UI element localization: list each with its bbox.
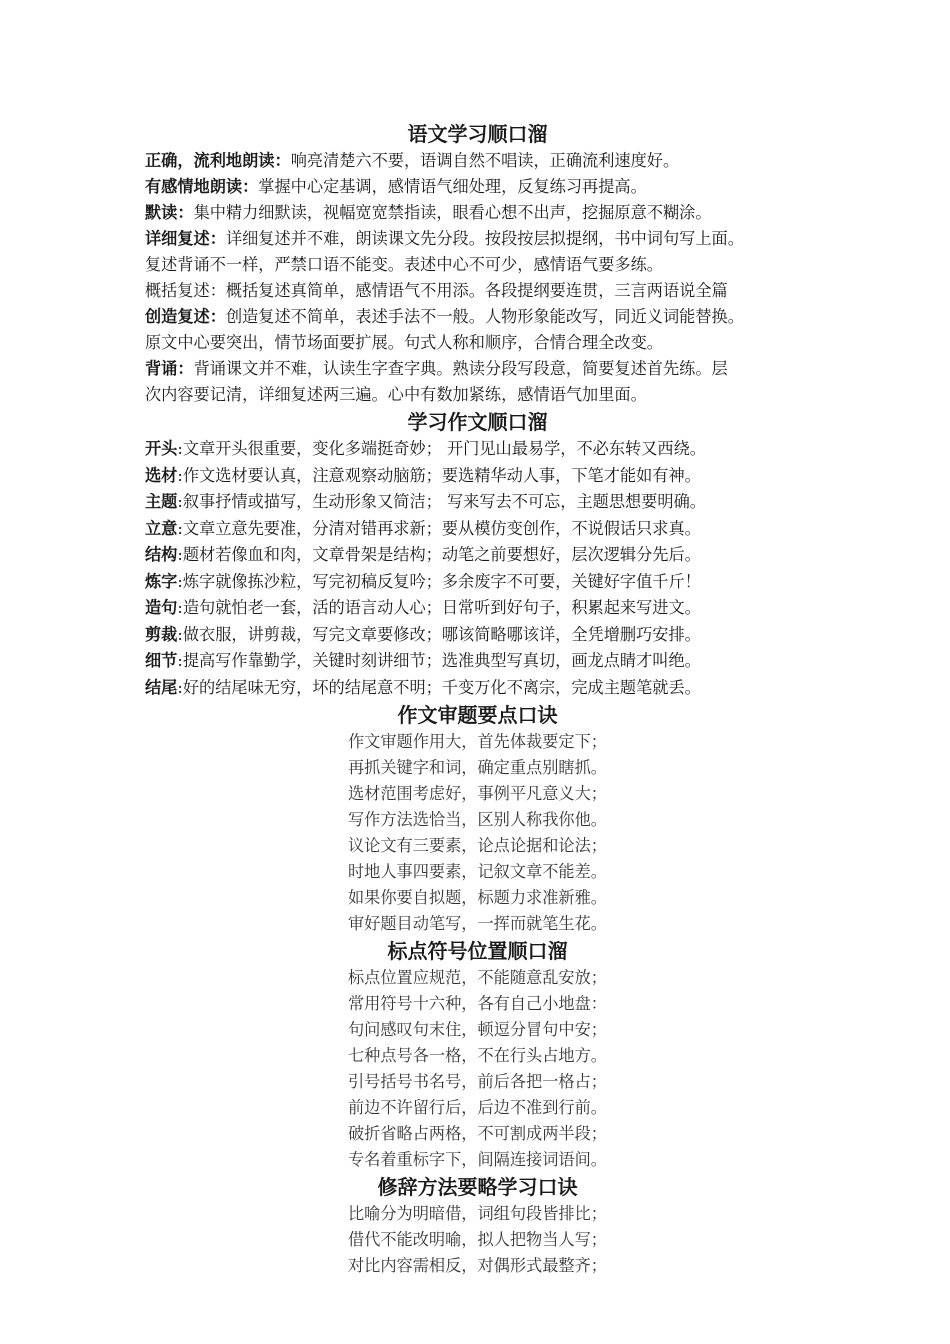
line-text: :题材若像血和肉，文章骨架是结构；动笔之前要想好，层次逻辑分先后。 [177, 545, 701, 564]
verse-line: 标点位置应规范，不能随意乱安放； [348, 968, 607, 987]
document-page [145, 120, 810, 1279]
verse-line: 再抓关键字和词，确定重点别瞎抓。 [348, 758, 607, 777]
line-text: :造句就怕老一套，活的语言动人心；日常听到好句子，积累起来写进文。 [177, 598, 701, 617]
line-text: 背诵课文并不难，认读生字查字典。熟读分段写段意，简要复述首先练。层 [193, 359, 728, 378]
verse-line: 七种点号各一格，不在行头占地方。 [348, 1046, 607, 1065]
verse-line: 写作方法选恰当，区别人称我你他。 [348, 810, 607, 829]
line-keyword: 炼字 [145, 571, 178, 591]
line-keyword: 选材 [145, 465, 178, 485]
line-keyword: 立意 [145, 518, 178, 538]
line-text: 响亮清楚六不要，语调自然不唱读，正确流利速度好。 [290, 151, 680, 170]
text-line [145, 226, 810, 252]
section-body [145, 729, 810, 937]
line-text: 详细复述并不难，朗读课文先分段。按段按层拟提纲，书中词句写上面。 [225, 229, 744, 248]
verse-line: 借代不能改明喻，拟人把物当人写； [348, 1230, 607, 1249]
line-keyword: 背诵： [145, 359, 194, 378]
section-body [145, 436, 810, 701]
section-rhetoric [145, 1173, 810, 1279]
line-text: :做衣服，讲剪裁，写完文章要修改；哪该简略哪该详，全凭增删巧安排。 [177, 624, 701, 644]
verse-line: 前边不许留行后，后边不准到行前。 [348, 1098, 607, 1117]
line-keyword: 造句 [145, 598, 178, 617]
verse-line: 作文审题作用大，首先体裁要定下； [348, 732, 607, 751]
line-keyword: 细节 [145, 651, 178, 670]
line-keyword: 创造复述： [145, 307, 226, 326]
section-topic-review [145, 701, 810, 937]
line-text: :文章开头很重要，变化多端挺奇妙； 开门见山最易学，不必东转又西绕。 [177, 439, 706, 458]
verse-line: 时地人事四要素，记叙文章不能差。 [348, 862, 607, 881]
text-line [145, 542, 810, 569]
line-text: 次内容要记清，详细复述两三遍。心中有数加紧练，感情语气加里面。 [145, 385, 647, 404]
verse-line: 比喻分为明暗借，词组句段皆排比； [348, 1204, 607, 1223]
section-body [145, 1201, 810, 1279]
text-line [145, 252, 810, 278]
verse-line: 选材范围考虑好，事例平凡意义大； [348, 784, 607, 803]
line-text: :叙事抒情或描写，生动形象又简洁； 写来写去不可忘，主题思想要明确。 [177, 492, 706, 511]
line-text: 掌握中心定基调，感情语气细处理，反复练习再提高。 [258, 177, 647, 196]
verse-line: 对比内容需相反，对偶形式最整齐； [348, 1256, 607, 1275]
line-keyword: 剪裁 [145, 624, 178, 644]
line-text: 概括复述：概括复述真简单，感情语气不用添。各段提纲要连贯，三言两语说全篇 [145, 281, 728, 300]
text-line [145, 148, 810, 174]
section-title: 标点符号位置顺口溜 [387, 939, 568, 963]
verse-line: 审好题目动笔写，一挥而就笔生花。 [348, 914, 607, 933]
section-title: 作文审题要点口诀 [397, 703, 558, 727]
line-keyword: 结尾 [145, 677, 178, 697]
verse-line: 破折省略占两格，不可割成两半段； [348, 1124, 607, 1143]
text-line [145, 569, 810, 596]
text-line [145, 356, 810, 382]
verse-line: 句问感叹句末住，顿逗分冒句中安； [348, 1020, 607, 1039]
text-line [145, 174, 810, 200]
line-keyword: 正确，流利地朗读： [145, 151, 291, 170]
verse-line: 常用符号十六种，各有自己小地盘： [348, 994, 607, 1013]
verse-line: 如果你要自拟题，标题力求准新雅。 [348, 888, 607, 907]
line-text: :作文选材要认真，注意观察动脑筋；要选精华动人事，下笔才能如有神。 [177, 465, 701, 485]
line-text: 集中精力细默读，视幅宽宽禁指读，眼看心想不出声，挖掘原意不糊涂。 [193, 203, 712, 222]
text-line [145, 330, 810, 356]
line-keyword: 详细复述： [145, 229, 226, 248]
line-keyword: 有感情地朗读： [145, 177, 259, 196]
section-chinese-study [145, 120, 810, 408]
line-text: :文章立意先要准，分清对错再求新；要从模仿变创作，不说假话只求真。 [177, 518, 701, 538]
line-text: 创造复述不简单，表述手法不一般。人物形象能改写，同近义词能替换。 [225, 307, 744, 326]
verse-line: 议论文有三要素，论点论据和论法； [348, 836, 607, 855]
text-line [145, 675, 810, 702]
section-body [145, 965, 810, 1173]
verse-line: 引号括号书名号，前后各把一格占； [348, 1072, 607, 1091]
text-line [145, 622, 810, 649]
line-keyword: 开头 [145, 439, 178, 458]
line-text: 复述背诵不一样，严禁口语不能变。表述中心不可少，感情语气要多练。 [145, 255, 663, 274]
line-keyword: 默读： [145, 203, 194, 222]
line-text: :好的结尾味无穷，坏的结尾意不明；千变万化不离宗，完成主题笔就丢。 [177, 677, 701, 697]
section-title: 语文学习顺口溜 [407, 122, 548, 146]
verse-line: 专名着重标字下，间隔连接词语间。 [348, 1150, 607, 1169]
text-line [145, 278, 810, 304]
line-text: 原文中心要突出，情节场面要扩展。句式人称和顺序，合情合理全改变。 [145, 333, 663, 352]
text-line [145, 200, 810, 226]
text-line [145, 648, 810, 675]
text-line [145, 489, 810, 516]
line-keyword: 结构 [145, 545, 178, 564]
section-punctuation [145, 937, 810, 1173]
line-keyword: 主题 [145, 492, 178, 511]
section-title: 学习作文顺口溜 [407, 410, 548, 434]
line-text: :炼字就像拣沙粒，写完初稿反复吟；多余废字不可要，关键好字值千斤！ [177, 571, 701, 591]
text-line [145, 304, 810, 330]
text-line [145, 463, 810, 490]
text-line [145, 436, 810, 463]
section-body [145, 148, 810, 408]
text-line [145, 516, 810, 543]
text-line [145, 595, 810, 622]
line-text: :提高写作靠勤学，关键时刻讲细节；选准典型写真切，画龙点睛才叫绝。 [177, 651, 701, 670]
section-title: 修辞方法要略学习口诀 [377, 1175, 578, 1199]
section-writing [145, 408, 810, 701]
text-line [145, 382, 810, 408]
